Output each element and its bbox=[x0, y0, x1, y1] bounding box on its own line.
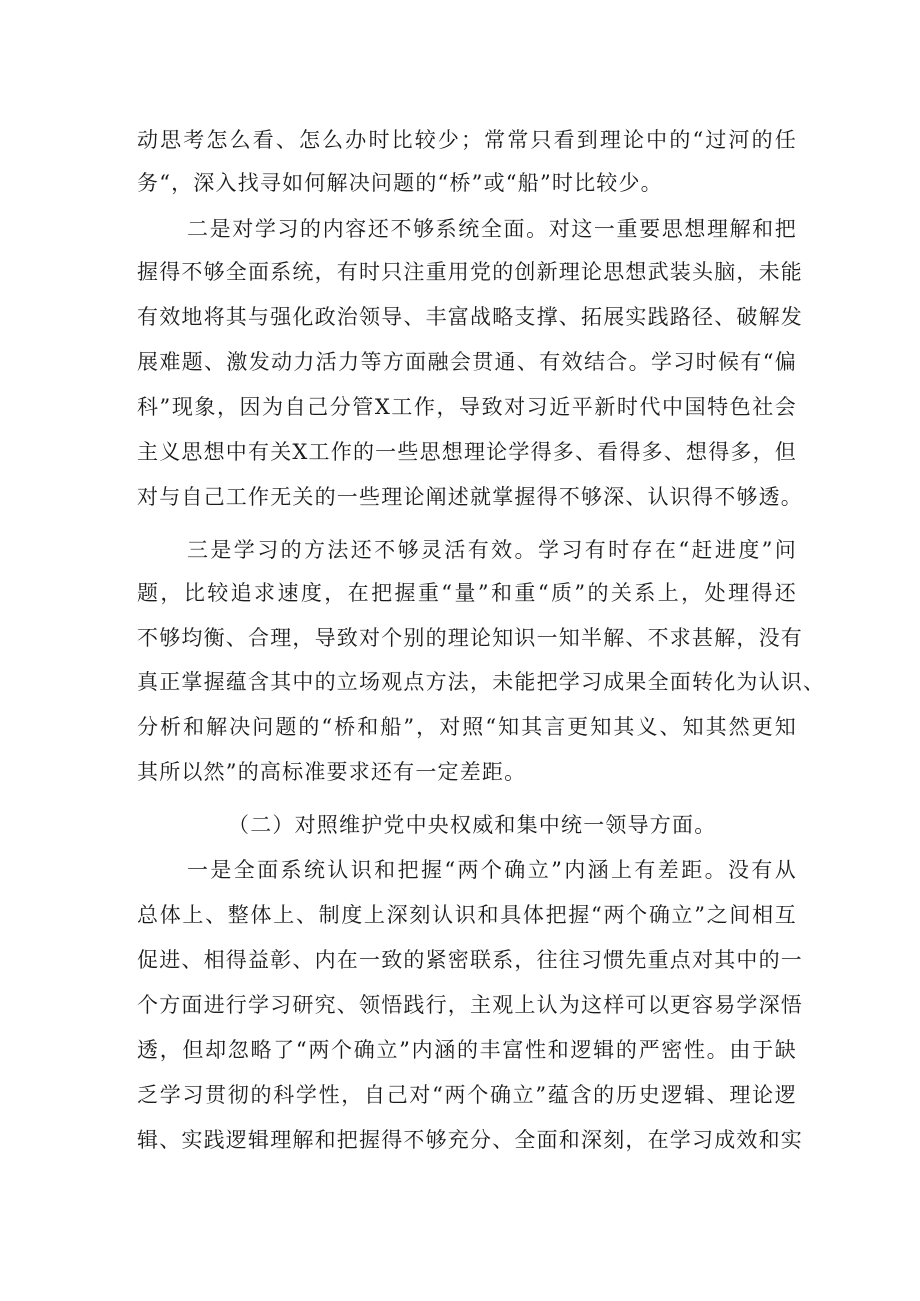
text-line: 其所以然”的高标准要求还有一定差距。 bbox=[137, 760, 527, 784]
text-line: 动思考怎么看、怎么办时比较少；常常只看到理论中的“过河的任 bbox=[137, 128, 797, 152]
text-line: 握得不够全面系统，有时只注重用党的创新理论思想武装头脑，未能 bbox=[137, 260, 803, 284]
text-line: 促进、相得益彰、内在一致的紧密联系，往往习惯先重点对其中的一 bbox=[137, 948, 803, 972]
text-line: 总体上、整体上、制度上深刻认识和具体把握“两个确立”之间相互 bbox=[137, 903, 797, 927]
section-heading: （二）对照维护党中央权威和集中统一领导方面。 bbox=[228, 813, 717, 837]
text-line: 有效地将其与强化政治领导、丰富战略支撑、拓展实践路径、破解发 bbox=[137, 305, 803, 329]
text-line: 真正掌握蕴含其中的立场观点方法，未能把学习成果全面转化为认识、 bbox=[137, 670, 826, 694]
text-line: 对与自己工作无关的一些理论阐述就掌握得不够深、认识得不够透。 bbox=[137, 485, 803, 509]
text-line: 辑、实践逻辑理解和把握得不够充分、全面和深刻，在学习成效和实 bbox=[137, 1128, 803, 1152]
text-line: 透，但却忽略了“两个确立”内涵的丰富性和逻辑的严密性。由于缺 bbox=[137, 1038, 797, 1062]
text-line: 题，比较追求速度，在把握重“量”和重“质”的关系上，处理得还 bbox=[137, 581, 797, 605]
text-line: 个方面进行学习研究、领悟践行，主观上认为这样可以更容易学深悟 bbox=[137, 993, 803, 1017]
paragraph-start-line: 三是学习的方法还不够灵活有效。学习有时存在“赶进度”问 bbox=[187, 538, 797, 562]
text-line: 科”现象，因为自己分管X工作，导致对习近平新时代中国特色社会 bbox=[137, 395, 797, 419]
text-line: 分析和解决问题的“桥和船”，对照“知其言更知其义、知其然更知 bbox=[137, 715, 797, 739]
text-line: 乏学习贯彻的科学性，自己对“两个确立”蕴含的历史逻辑、理论逻 bbox=[137, 1083, 797, 1107]
paragraph-start-line: 一是全面系统认识和把握“两个确立”内涵上有差距。没有从 bbox=[187, 858, 797, 882]
text-line: 不够均衡、合理，导致对个别的理论知识一知半解、不求甚解，没有 bbox=[137, 626, 803, 650]
text-line: 务“，深入找寻如何解决问题的“桥”或“船”时比较少。 bbox=[137, 171, 663, 195]
text-line: 主义思想中有关X工作的一些思想理论学得多、看得多、想得多，但 bbox=[137, 440, 797, 464]
text-line: 展难题、激发动力活力等方面融会贯通、有效结合。学习时候有“偏 bbox=[137, 350, 797, 374]
paragraph-start-line: 二是对学习的内容还不够系统全面。对这一重要思想理解和把 bbox=[187, 217, 797, 241]
